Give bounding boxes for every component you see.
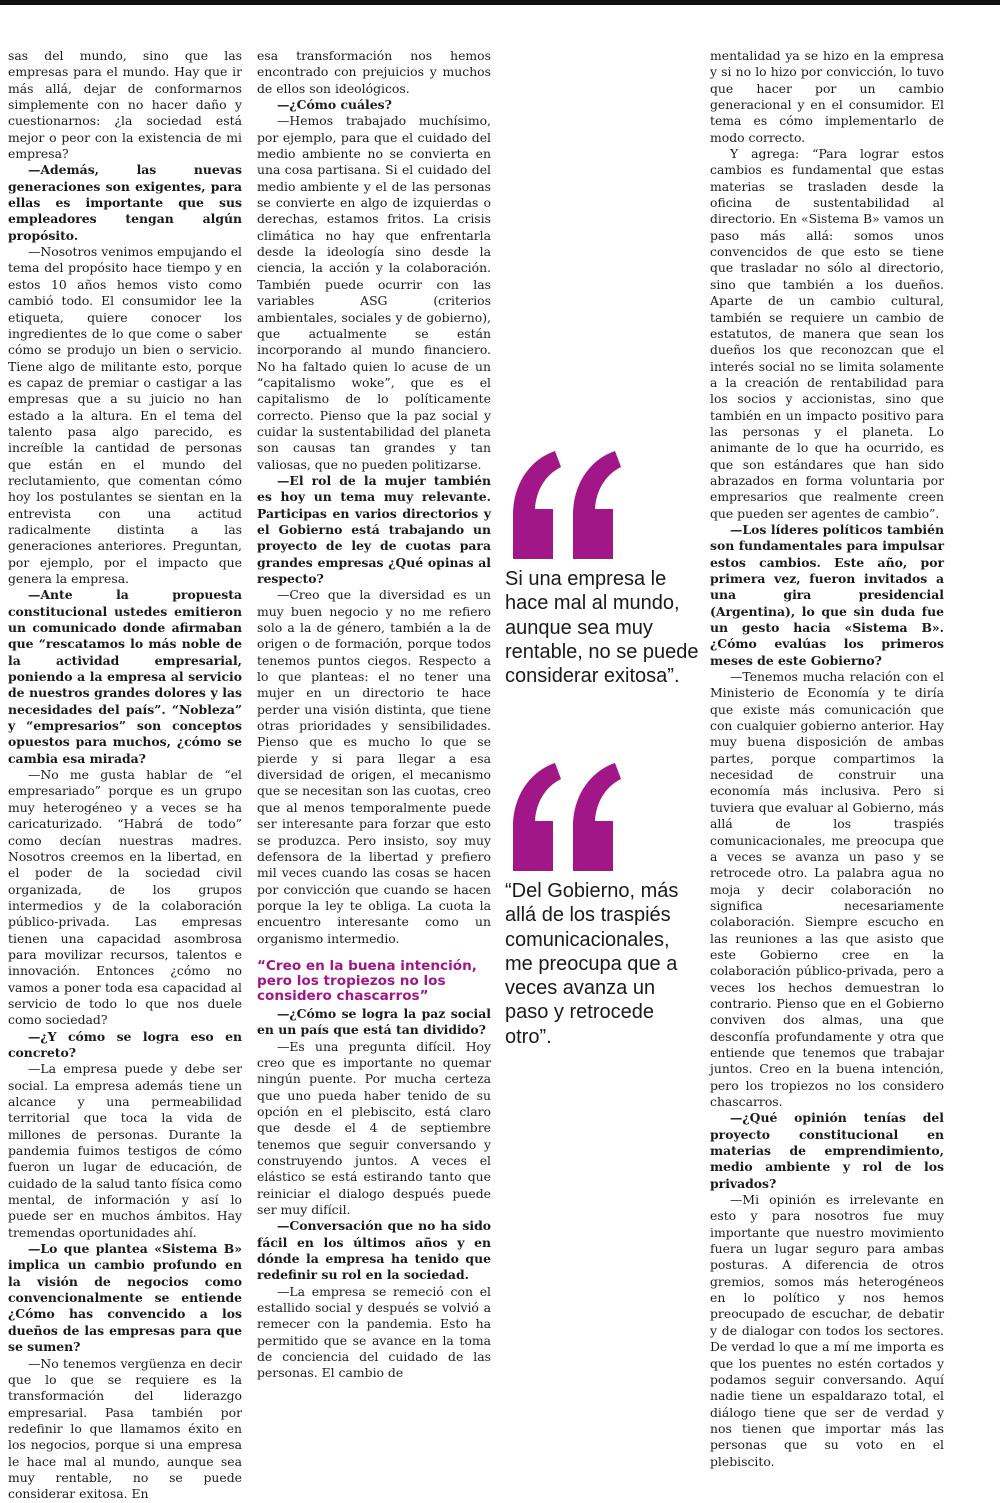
top-rule <box>0 0 1000 5</box>
body-paragraph: mentalidad ya se hizo en la empresa y si no lo hizo por convicción, lo tuvo que hacer por un cambio generacional y en el consumidor. El tema es cómo implementarlo de modo correcto. <box>710 48 944 145</box>
interview-question: —Además, las nuevas generaciones son exigentes, para ellas es importante que sus empleadores tengan algún propósito. <box>8 162 242 243</box>
body-paragraph: —No me gusta hablar de “el empresariado” porque es un grupo muy heterogéneo y a veces se ha caricaturizado. “Habrá de todo” como decían nuestras madres. Nosotros creemos en la libertad, en el poder de la sociedad civil organizada, de los grupos intermedios y de la colaboración público-privada. Las empresas tienen una capacidad asombrosa para movilizar recursos, talentos e innovación. Entonces ¿cómo no vamos a poner toda esa capacidad al servicio de todo lo que nos duele como sociedad? <box>8 767 242 1028</box>
quote-mark-icon <box>505 445 623 565</box>
article-column-2 <box>257 48 491 1382</box>
interview-question: —¿Y cómo se logra eso en concreto? <box>8 1028 242 1060</box>
pull-quote-text: “Del Gobierno, más allá de los traspiés comunicacionales, me preocupa que a veces avanza un paso y retrocede otro”. <box>505 880 679 1048</box>
interview-question: —¿Qué opinión tenías del proyecto constitucional en materias de emprendimiento, medio ambiente y rol de los privados? <box>710 1110 944 1191</box>
body-paragraph: —La empresa se remeció con el estallido social y después se volvió a remecer con la pandemia. Esto ha permitido que se avance en la toma de conciencia del cuidado de las personas. El cambio de <box>257 1283 491 1381</box>
article-column-1 <box>8 48 242 1503</box>
body-paragraph: —No tenemos vergüenza en decir que lo que se requiere es la transformación del liderazgo empresarial. Pasa también por redefinir lo que llamamos éxito en los negocios, porque si una empresa le hace mal al mundo, aunque sea muy rentable, no se puede considerar exitosa. En <box>8 1355 242 1502</box>
body-paragraph: —Creo que la diversidad es un muy buen negocio y no me refiero solo a la de género, también a la de origen o de formación, porque todos tenemos puntos ciegos. Respecto a lo que planteas: el no tener una mujer en un directorio te hace perder una visión distinta, que tiene otras prioridades y sensibilidades. Pienso que es mucho lo que se pierde y si para llegar a esa diversidad de origen, el mecanismo que se necesitan son las cuotas, creo que al menos temporalmente puede ser interesante para forzar que esto se produzca. Pero insisto, soy muy defensora de la libertad y prefiero mil veces cuando las cosas se hacen por convicción que cuando se hacen porque la ley te obliga. La cuota la encuentro interesante como un organismo intermedio. <box>257 587 491 946</box>
pull-quote-text: Si una empresa le hace mal al mundo, aunque sea muy rentable, no se puede considerar exitosa”. <box>505 568 699 688</box>
body-paragraph: —Tenemos mucha relación con el Ministerio de Economía y te diría que existe más comunicación que con cualquier gobierno anterior. Hay muy buena disposición de ambas partes, porque compartimos la necesidad de construir una economía más inclusiva. Pero si tuviera que evaluar al Gobierno, más allá de los traspiés comunicacionales, me preocupa que a veces se avanza un paso y se retrocede otro. La palabra agua no moja y decir colaboración no significa necesariamente colaboración. Siempre escucho en las reuniones a las que asisto que este Gobierno cree en la colaboración público-privada, pero a veces los hechos demuestran lo contrario. Pienso que en el Gobierno conviven dos almas, una que desconfía profundamente y otra que entiende que tenemos que trabajar juntos. Creo en la buena intención, pero los tropiezos no los considero chascarros. <box>710 669 944 1109</box>
section-heading: “Creo en la buena intención, pero los tropiezos no los considero chascarros” <box>257 957 477 1004</box>
article-column-3 <box>710 48 944 1470</box>
interview-question: —Lo que plantea «Sistema B» implica un cambio profundo en la visión de negocios como convencionalmente se entiende ¿Cómo has convencido a los dueños de las empresas para que se sumen? <box>8 1241 242 1355</box>
pull-quote-2 <box>505 757 700 1049</box>
interview-question: —Ante la propuesta constitucional ustedes emitieron un comunicado donde afirmaban que “rescatamos lo más noble de la actividad empresarial, poniendo a la empresa al servicio de nuestros grandes dolores y las necesidades del país”. “Nobleza” y “empresarios” son conceptos opuestos para muchos, ¿cómo se cambia esa mirada? <box>8 587 242 766</box>
body-paragraph: —La empresa puede y debe ser social. La empresa además tiene un alcance y una permeabilidad territorial que toca la vida de millones de personas. Durante la pandemia fuimos testigos de cómo fueron un lugar de educación, de cuidado de la salud tanto física como mental, de información y así lo puede ser en muchos ámbitos. Hay tremendas oportunidades ahí. <box>8 1061 242 1240</box>
interview-question: —El rol de la mujer también es hoy un tema muy relevante. Participas en varios directorios y el Gobierno está trabajando un proyecto de ley de cuotas para grandes empresas ¿Qué opinas al respecto? <box>257 472 491 586</box>
body-paragraph: —Nosotros venimos empujando el tema del propósito hace tiempo y en estos 10 años hemos visto como cambió todo. El consumidor lee la etiqueta, quiere conocer los ingredientes de lo que come o saber cómo se produjo un bien o servicio. Tiene algo de militante esto, porque es capaz de premiar o castigar a las empresas que a su juicio no han estado a la altura. En el tema del talento pasa algo parecido, es increíble la cantidad de personas que están en el mundo del reclutamiento, que comentan cómo hoy los postulantes se sientan en la entrevista con una actitud radicalmente distinta a las generaciones anteriores. Preguntan, por ejemplo, por el impacto que genera la empresa. <box>8 244 242 586</box>
interview-question: —¿Cómo cuáles? <box>277 97 392 113</box>
interview-question: —¿Cómo se logra la paz social en un país que está tan dividido? <box>257 1005 491 1038</box>
body-paragraph: —Es una pregunta difícil. Hoy creo que es importante no quemar ningún puente. Por mucha certeza que uno pueda haber tenido de su opción en el plebiscito, está claro que desde el 4 de septiembre tenemos que seguir conversando y construyendo juntos. A veces el elástico se está estirando tanto que reiniciar el dialogo después puede ser muy difícil. <box>257 1038 491 1218</box>
interview-question: —Conversación que no ha sido fácil en los últimos años y en dónde la empresa ha tenido que redefinir su rol en la sociedad. <box>257 1218 491 1283</box>
body-paragraph: sas del mundo, sino que las empresas para el mundo. Hay que ir más allá, dejar de conformarnos simplemente con no hacer daño y cuestionarnos: ¿la sociedad está mejor o peor con la existencia de mi empresa? <box>8 48 242 162</box>
interview-question: —Los líderes políticos también son fundamentales para impulsar estos cambios. Este año, por primera vez, fueron invitados a una gira presidencial (Argentina), lo que sin duda fue un gesto hacia «Sistema B». ¿Cómo evalúas los primeros meses de este Gobierno? <box>710 521 944 668</box>
body-paragraph: esa transformación nos hemos encontrado con prejuicios y muchos de ellos son ideológicos. <box>257 48 491 96</box>
body-paragraph: Y agrega: “Para lograr estos cambios es fundamental que estas materias se trasladen desde la oficina de sustentabilidad al directorio. En «Sistema B» vamos un paso más allá: somos unos convencidos de que esto se tiene que trasladar no sólo al directorio, sino que también a los dueños. Aparte de un cambio cultural, también se requiere un cambio de estatutos, de manera que sean los dueños los que reconozcan que el interés social no se limita solamente a la creación de rentabilidad para los socios y accionistas, sino que también en un impacto positivo para las personas y el planeta. Lo animante de lo que ha ocurrido, es que son estándares que han sido abrazados en forma voluntaria por empresarios que realmente creen que pueden ser agentes de cambio”. <box>710 146 944 521</box>
quote-mark-icon <box>505 757 623 877</box>
body-paragraph: —Hemos trabajado muchísimo, por ejemplo, para que el cuidado del medio ambiente no se convierta en una cosa partisana. Si el cuidado del medio ambiente y el de las personas se convierte en algo de izquierdas o derechas, estamos fritos. La crisis climática no hay que enfrentarla desde la ideología sino desde la ciencia, la acción y la colaboración. También puede ocurrir con las variables ASG (criterios ambientales, sociales y de gobierno), que actualmente se están incorporando al mundo financiero. No ha faltado quien lo acuse de un “capitalismo woke”, que es el capitalismo de lo políticamente correcto. Pienso que la paz social y cuidar la sustentabilidad del planeta son causas tan grandes y tan valiosas, que no pueden politizarse. <box>257 113 491 472</box>
body-paragraph: —Mi opinión es irrelevante en esto y para nosotros fue muy importante que nuestro movimiento fuera un lugar seguro para ambas posturas. A diferencia de otros gremios, somos más heterogéneos en lo político y nos hemos preocupado de escuchar, de debatir y de dialogar con todos los sectores. De verdad lo que a mí me importa es que los puentes no estén cortados y podamos seguir conversando. Aquí nadie tiene un espaldarazo total, el diálogo tiene que ser de verdad y nos tienen que importar más las personas que su voto en el plebiscito. <box>710 1192 944 1469</box>
pull-quote-1 <box>505 445 700 688</box>
